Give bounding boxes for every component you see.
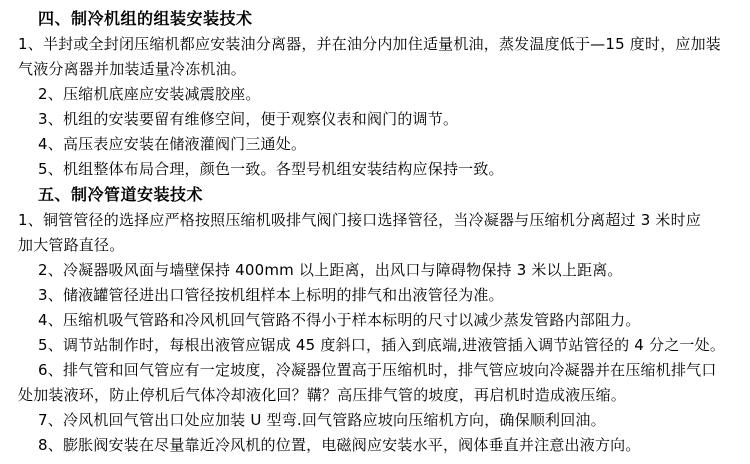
paragraph-4-4: 4、高压表应安装在储液灌阀门三通处。 (38, 135, 307, 153)
paragraph-5-2: 2、冷凝器吸风面与墙壁保持 400mm 以上距离，出风口与障碍物保持 3 米以上距离。 (38, 261, 623, 279)
paragraph-5-1-line-2: 加大管路直径。 (18, 236, 125, 254)
section-heading-4: 四、制冷机组的组装安装技术 (38, 9, 253, 28)
section-heading-5: 五、制冷管道安装技术 (38, 185, 204, 204)
paragraph-4-3: 3、机组的安装要留有维修空间，便于观察仪表和阀门的调节。 (38, 110, 459, 128)
paragraph-4-1-line-1: 1、半封或全封闭压缩机都应安装油分离器，并在油分内加住适量机油，蒸发温度低于—15 度时，应加装 (18, 35, 722, 53)
paragraph-5-8: 8、膨胀阀安装在尽量靠近冷风机的位置，电磁阀应安装水平，阀体垂直并注意出液方向。 (38, 436, 641, 454)
paragraph-5-3: 3、储液罐管径进出口管径按机组样本上标明的排气和出液管径为准。 (38, 286, 504, 304)
paragraph-5-7: 7、冷风机回气管出口处应加装 U 型弯.回气管路应坡向压缩机方向，确保顺利回油。 (38, 411, 606, 429)
paragraph-5-5: 5、调节站制作时，每根出液管应锯成 45 度斜口，插入到底端,进液管插入调节站管径的 4 分之一处。 (38, 336, 726, 354)
paragraph-5-6-line-1: 6、排气管和回气管应有一定坡度，冷凝器位置高于压缩机时，排气管应坡向冷凝器并在压缩机排气口 (38, 361, 717, 379)
paragraph-4-1-line-2: 气液分离器并加装适量冷冻机油。 (18, 60, 247, 78)
paragraph-5-4: 4、压缩机吸气管路和冷风机回气管路不得小于样本标明的尺寸以减少蒸发管路内部阻力。 (38, 311, 641, 329)
paragraph-4-5: 5、机组整体布局合理，颜色一致。各型号机组安装结构应保持一致。 (38, 160, 504, 178)
paragraph-5-1-line-1: 1、铜管管径的选择应严格按照压缩机吸排气阀门接口选择管径，当冷凝器与压缩机分离超过 3 米时应 (18, 211, 702, 229)
paragraph-5-6-line-2: 处加装液环，防止停机后气体冷却液化回？鞲？高压排气管的坡度，再启机时造成液压缩。 (18, 386, 627, 404)
paragraph-4-2: 2、压缩机底座应安装减震胶座。 (38, 85, 261, 103)
